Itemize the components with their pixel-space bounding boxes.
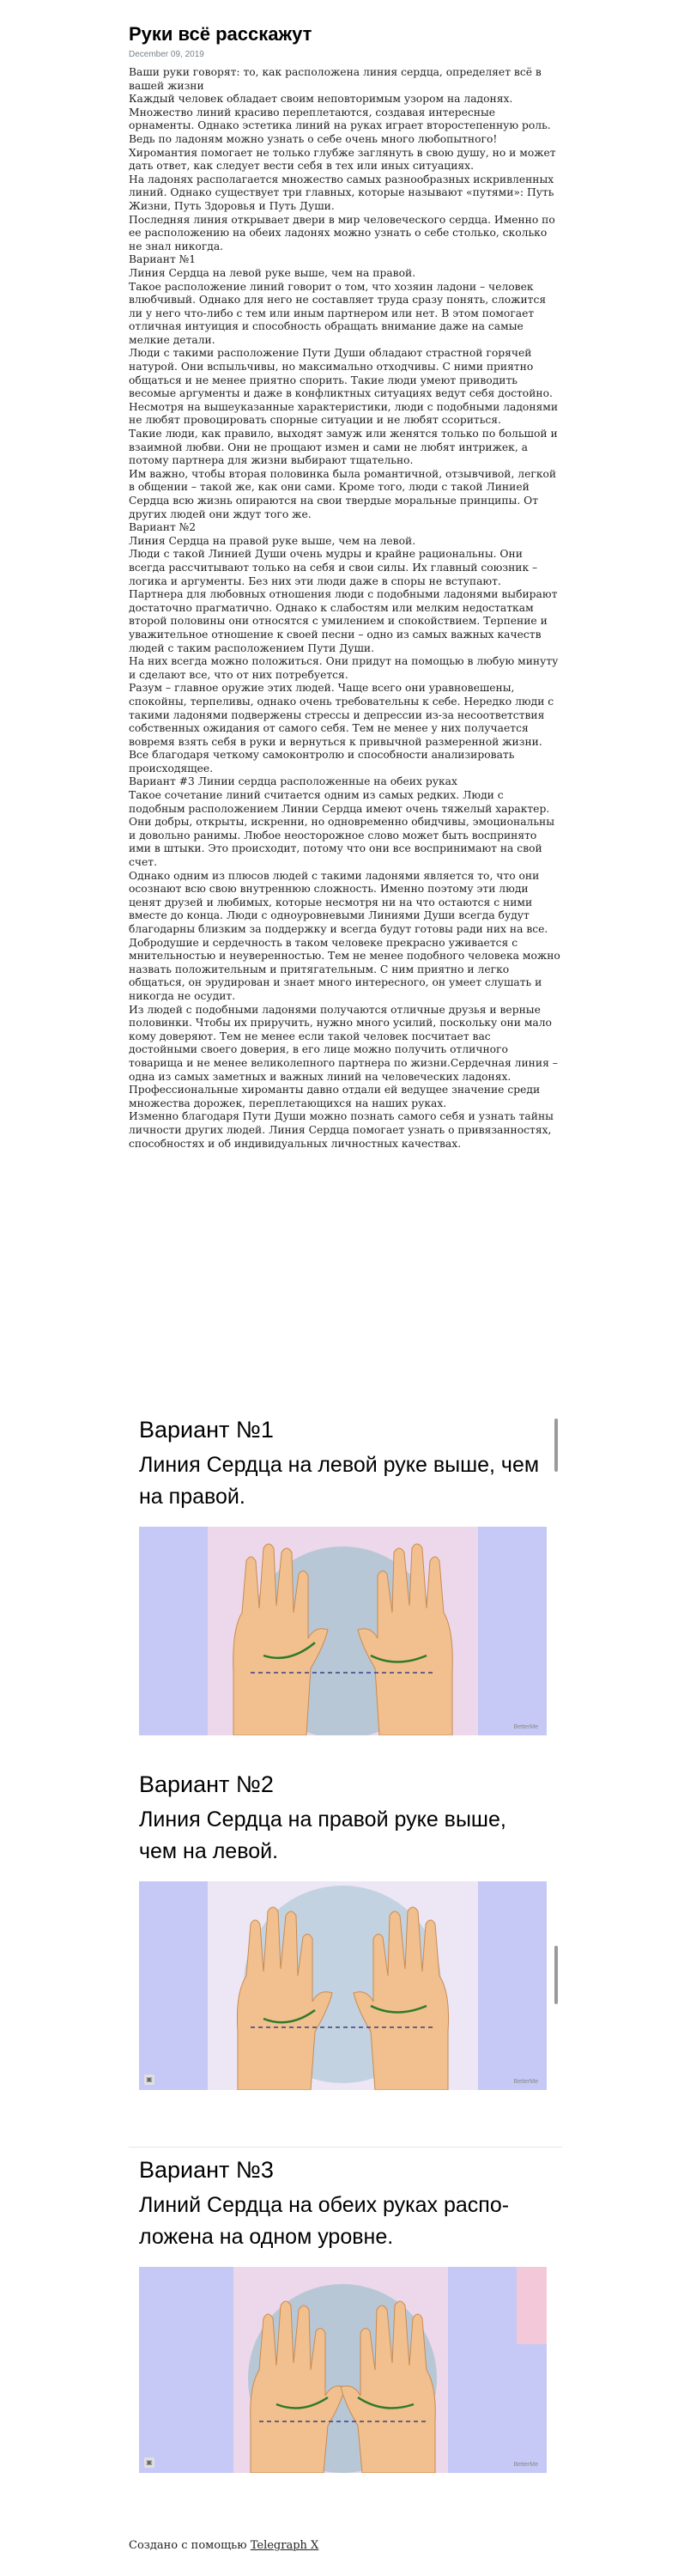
article-paragraph: Вариант №2	[129, 521, 197, 534]
article-paragraph: Ваши руки говорят: то, как расположена линия сердца, определяет всё в вашей жизни	[129, 66, 542, 92]
article	[129, 0, 562, 1151]
article-paragraph: Добродушие и сердечность в таком человеке прекрасно уживается с мнительностью и неуверенностью. Тем не менее подобного человека можно назвать положительным и притягательным. С ним приятно и легко общаться, он эрудирован и знает много интересного, он умеет слушать и никогда не осудит.	[129, 936, 560, 1002]
article-paragraph: Линия Сердца на правой руке выше, чем на левой.	[129, 534, 416, 547]
card-heading: Вариант №1	[139, 1417, 274, 1443]
watermark: BetterMe	[513, 2079, 538, 2085]
footer-prefix: Создано с помощью	[129, 2539, 247, 2552]
palm-illustration	[139, 2267, 547, 2473]
article-paragraph: На них всегда можно положиться. Они придут на помощью в любую минуту и сделают все, что от них потребуется.	[129, 655, 559, 681]
scrollbar[interactable]	[554, 1946, 558, 2004]
footer	[129, 2539, 318, 2552]
image-icon: ▣	[144, 2075, 154, 2085]
article-paragraph: Люди с такой Линией Души очень мудры и крайне рациональны. Они всегда рассчитывают только на себя и свои силы. Их главный союзник – логика и аргументы. Без них эти люди даже в споры не вступают.	[129, 548, 538, 587]
article-paragraph: Партнера для любовных отношения люди с подобными ладонями выбирают достаточно прагматично. Однако к слабостям или мелким недостаткам второй половины они относятся с умилением и спокойствием. Терпение и уважительное отношение к своей песни – одно из самых важных качеств людей с таким расположением Пути Души.	[129, 588, 558, 654]
palms-image	[139, 1881, 547, 2090]
card-subheading: Линий Сердца на обеих руках распо-ложена на одном уровне.	[139, 2193, 510, 2249]
card-subheading: Линия Сердца на правой руке выше, чем на левой.	[139, 1807, 506, 1863]
palms-image	[139, 2267, 547, 2473]
article-paragraph: Вариант #3 Линии сердца расположенные на обеих руках	[129, 775, 457, 788]
article-paragraph: Такое сочетание линий считается одним из самых редких. Люди с подобным расположением Линии Сердца имеют очень тяжелый характер. Они добры, открыты, искренни, но одновременно обидчивы, эмоциональны и довольно ранимы. Любое неосторожное слово может быть воспринято ими в штыки. Это происходит, потому что они все воспринимают на свой счет.	[129, 789, 555, 869]
card-subheading: Линия Сердца на левой руке выше, чем на правой.	[139, 1453, 540, 1509]
scrollbar[interactable]	[554, 1419, 558, 1472]
article-paragraph: Однако одним из плюсов людей с такими ладонями является то, что они осознают всю свою внутреннюю сложность. Именно поэтому эти люди ценят друзей и любимых, которые несмотря ни на что остаются с ними вместе до конца. Люди с одноуровневыми Линиями Души всегда будут благодарны близким за поддержку и всегда будут готовы ради них на все.	[129, 869, 548, 935]
article-title: Руки всё расскажут	[129, 23, 312, 45]
article-paragraph: Такие люди, как правило, выходят замуж или женятся только по большой и взаимной любви. Они не прощают измен и сами не любят интрижек, а потому партнера для жизни выбирают тщательно.	[129, 428, 558, 467]
card-heading: Вариант №2	[139, 1771, 274, 1797]
article-paragraph: Люди с такими расположение Пути Души обладают страстной горячей натурой. Они вспыльчивы, но максимально отходчивы. С ними приятно общаться и не менее приятно спорить. Такие люди умеют приводить весомые аргументы и даже в конфликтных ситуациях ведут себя достойно. Несмотря на вышеуказанные характеристики, люди с подобными ладонями не любят провоцировать спорные ситуации и не любят ссориться.	[129, 347, 559, 427]
article-paragraph: Такое расположение линий говорит о том, что хозяин ладони – человек влюбчивый. Однако для него не составляет труда сразу понять, сложится ли у него что-либо с тем или иным партнером или нет. В этом помогает отличная интуиция и способность обращать внимание даже на самые мелкие детали.	[129, 280, 547, 346]
article-paragraph: Вариант №1	[129, 253, 197, 266]
palm-illustration	[139, 1881, 547, 2090]
watermark: BetterMe	[513, 2462, 538, 2468]
image-icon: ▣	[144, 2458, 154, 2468]
card-heading: Вариант №3	[139, 2157, 274, 2183]
article-paragraph: Последняя линия открывает двери в мир человеческого сердца. Именно по ее расположению на обеих ладонях можно узнать о себе столько, сколько не знал никогда.	[129, 213, 555, 252]
palms-image	[139, 1527, 547, 1735]
article-paragraph: На ладонях располагается множество самых разнообразных искривленных линий. Однако существует три главных, которые называют «путями»: Путь Жизни, Путь Здоровья и Путь Души.	[129, 173, 554, 212]
article-paragraph: Разум – главное оружие этих людей. Чаще всего они уравновешены, спокойны, терпеливы, однако очень требовательны к себе. Нередко люди с такими ладонями подвержены стрессы и депрессии из-за несоответствия собственных ожидания от самого себя. Тем не менее у них получается вовремя взять себя в руки и вернуться к привычной размеренной жизни. Все благодаря четкому самоконтролю и способности анализировать происходящее.	[129, 682, 554, 775]
divider	[129, 2147, 562, 2148]
article-paragraph: Линия Сердца на левой руке выше, чем на правой.	[129, 266, 416, 279]
article-date: December 09, 2019	[129, 50, 204, 59]
article-paragraph: Каждый человек обладает своим неповторимым узором на ладонях. Множество линий красиво переплетаются, создавая интересные орнаменты. Однако эстетика линий на руках играет второстепенную роль. Ведь по ладоням можно узнать о себе очень много любопытного!	[129, 93, 551, 145]
article-paragraph: Им важно, чтобы вторая половинка была романтичной, отзывчивой, легкой в общении – такой же, как они сами. Кроме того, люди с такой Линией Сердца всю жизнь опираются на свои твердые моральные принципы. От других людей они ждут того же.	[129, 467, 557, 520]
watermark: BetterMe	[513, 1724, 538, 1730]
article-paragraph: Из людей с подобными ладонями получаются отличные друзья и верные половинки. Чтобы их приручить, нужно много усилий, поскольку они мало кому доверяют. Тем не менее если такой человек посчитает вас достойными своего доверия, в его лице можно получить отличного товарища и не менее великолепного партнера по жизни.Сердечная линия – одна из самых заметных и важных линий на человеческих ладонях. Профессиональные хироманты давно отдали ей ведущее значение среди множества дорожек, переплетающихся на наших руках.	[129, 1003, 558, 1109]
article-paragraph: Хиромантия помогает не только глубже заглянуть в свою душу, но и может дать ответ, как следует вести себя в тех или иных ситуациях.	[129, 146, 556, 173]
palm-illustration	[139, 1527, 547, 1735]
article-paragraph: Изменно благодаря Пути Души можно познать самого себя и узнать тайны личности других людей. Линия Сердца помогает узнать о привязанностях, способностях и об индивидуальных личностных качествах.	[129, 1110, 554, 1150]
article-body	[129, 66, 562, 1151]
footer-link[interactable]: Telegraph X	[250, 2539, 319, 2552]
